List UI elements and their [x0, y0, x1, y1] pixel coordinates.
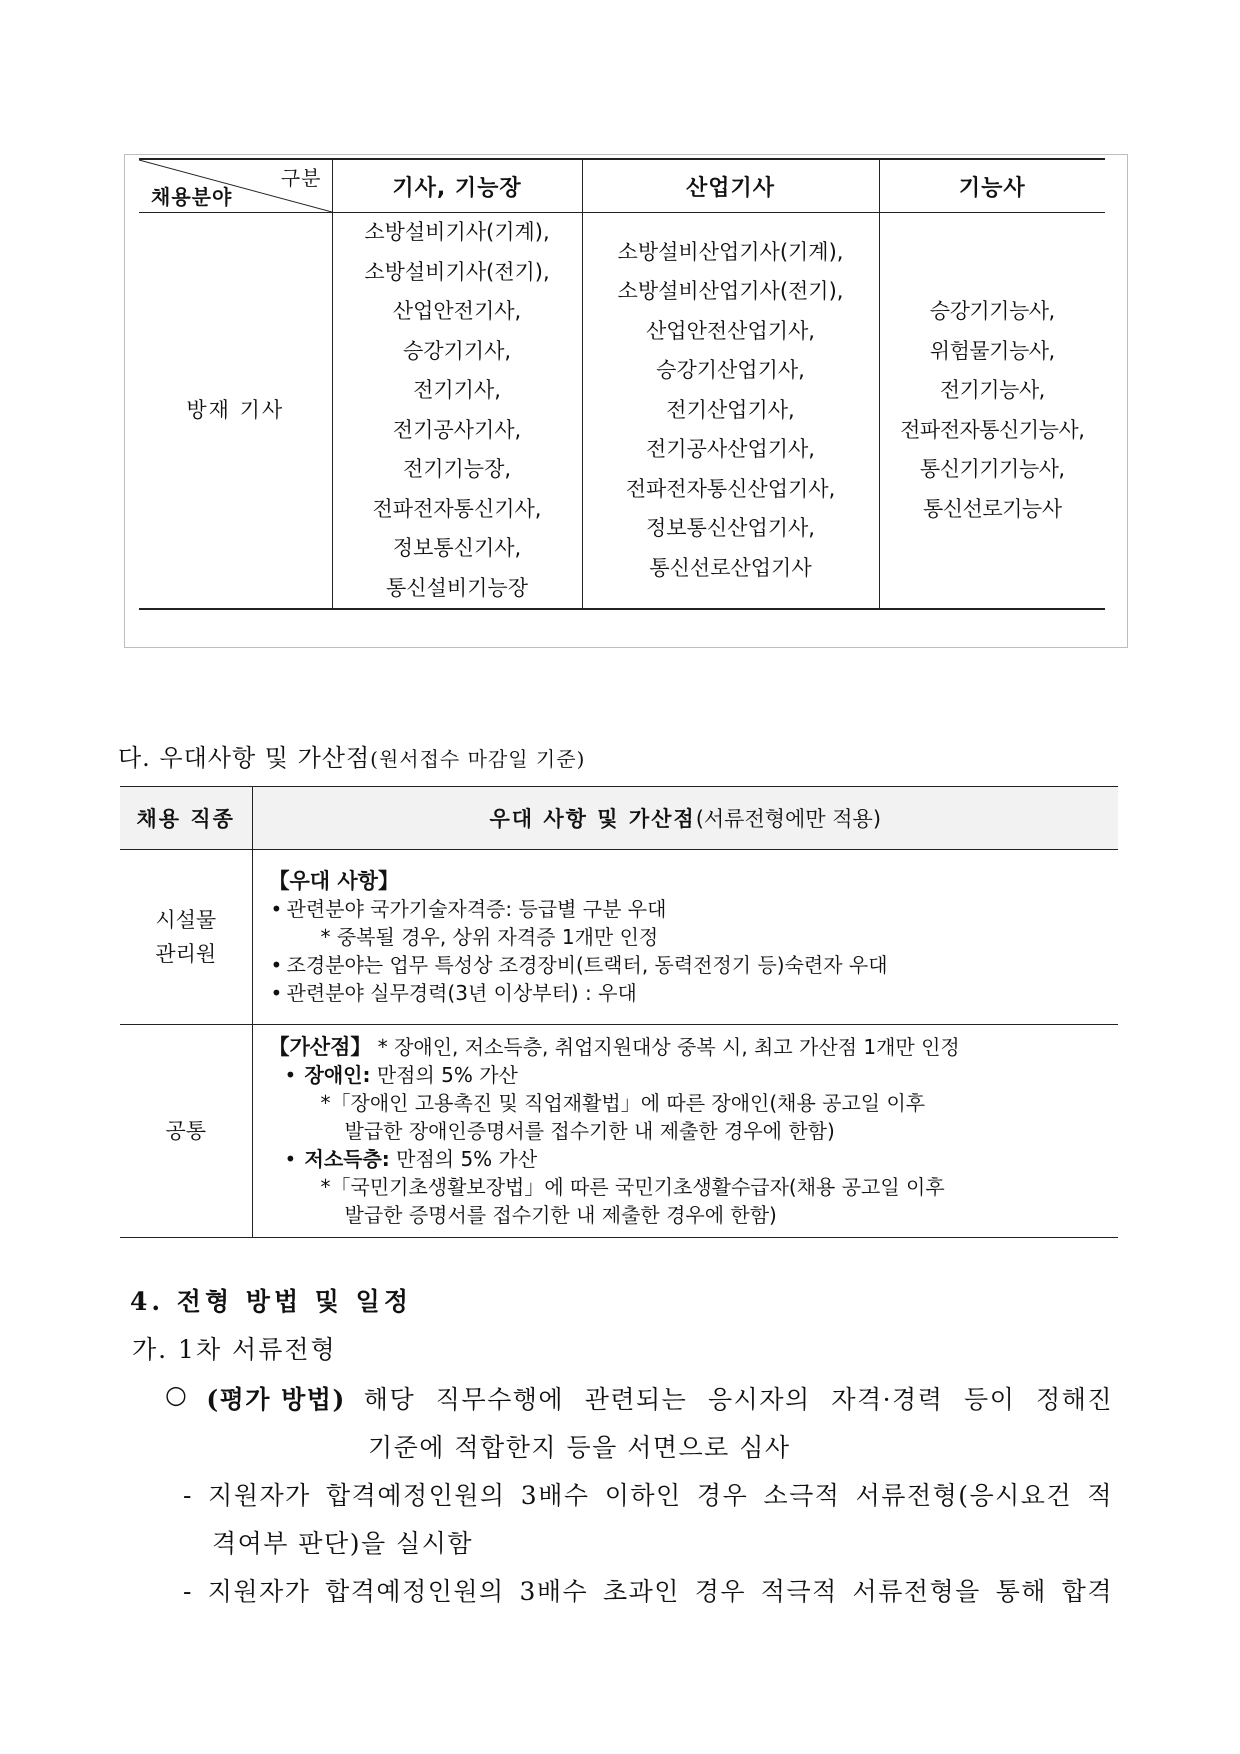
list-item: 전기공사기사, — [392, 417, 522, 442]
industrial-engineer-qualification-list — [582, 213, 879, 610]
row-label-common: 공통 — [120, 1025, 252, 1238]
header-preference-title: 우대 사항 및 가산점 — [489, 807, 696, 831]
header-craftsman: 기능사 — [879, 159, 1105, 213]
list-item: 승강기기능사, — [929, 299, 1055, 323]
list-item: 소방설비산업기사(기계), — [617, 239, 844, 264]
corner-header-cell — [139, 159, 332, 213]
list-item: 산업안전산업기사, — [646, 318, 815, 343]
bonus-heading-note: * 장애인, 저소득층, 취업지원대상 중복 시, 최고 가산점 1개만 인정 — [377, 1035, 960, 1059]
section-da-title — [118, 738, 585, 773]
paragraph-dash2-line1: - 지원자가 합격예정인원의 3배수 초과인 경우 적극적 서류전형을 통해 합격 — [183, 1577, 1113, 1606]
list-item: 소방설비산업기사(전기), — [617, 279, 844, 304]
section4-sub-ga: 가. 1차 서류전형 — [132, 1335, 337, 1364]
note: 발급한 증명서를 접수기한 내 제출한 경우에 한함) — [344, 1203, 777, 1227]
list-item: 전기공사산업기사, — [646, 437, 815, 462]
list-item: • 관련분야 국가기술자격증: 등급별 구분 우대 — [269, 895, 1119, 923]
list-item: 소방설비기사(전기), — [364, 259, 550, 284]
list-item: 승강기기사, — [402, 338, 512, 363]
engineer-qualification-list — [332, 213, 582, 610]
list-item: 전기기능장, — [402, 457, 512, 481]
eval-method-line2: 기준에 적합한지 등을 서면으로 심사 — [368, 1433, 791, 1462]
qualification-table — [139, 158, 1105, 610]
list-item: • 조경분야는 업무 특성상 조경장비(트랙터, 동력전정기 등)숙련자 우대 — [269, 951, 1119, 979]
list-item: 전파전자통신기사, — [372, 496, 542, 521]
label-line: 시설물 — [155, 908, 217, 932]
note: *「장애인 고용촉진 및 직업재활법」에 따른 장애인(채용 공고일 이후 — [320, 1091, 926, 1115]
note: * 중복될 경우, 상위 자격증 1개만 인정 — [320, 925, 659, 949]
header-job-type: 채용 직종 — [120, 787, 252, 850]
note: *「국민기초생활보장법」에 따른 국민기초생활수급자(채용 공고일 이후 — [320, 1175, 945, 1199]
label-line: 관리원 — [155, 942, 217, 966]
list-item: • 관련분야 실무경력(3년 이상부터) : 우대 — [269, 979, 1119, 1007]
section-da-note: (원서접수 마감일 기준) — [370, 747, 586, 771]
list-item: 승강기산업기사, — [656, 358, 805, 383]
paragraph-dash1-line1: - 지원자가 합격예정인원의 3배수 이하인 경우 소극적 서류전형(응시요건 적 — [183, 1481, 1113, 1510]
list-item: 전파전자통신산업기사, — [625, 476, 836, 501]
facility-manager-preferences — [252, 850, 1118, 1025]
item-text: 만점의 5% 가산 — [370, 1063, 518, 1087]
list-item: 통신기기기능사, — [919, 457, 1065, 481]
section4-heading: 4. 전형 방법 및 일정 — [130, 1287, 412, 1316]
item-text: 만점의 5% 가산 — [389, 1147, 538, 1171]
list-item: 통신설비기능장 — [385, 575, 528, 600]
list-item: 전기기사, — [413, 378, 501, 402]
item-label: 장애인: — [304, 1063, 371, 1087]
list-item — [269, 1145, 1119, 1173]
header-preference — [252, 787, 1118, 850]
list-item — [269, 1061, 1119, 1089]
eval-text: 해당 직무수행에 관련되는 응시자의 자격·경력 등이 정해진 — [363, 1385, 1113, 1414]
list-item: 위험물기능사, — [929, 338, 1055, 363]
corner-label-category: 구분 — [280, 166, 322, 190]
preference-table — [120, 786, 1118, 1238]
section-da-heading: 다. 우대사항 및 가산점 — [118, 744, 371, 772]
list-item: 정보통신산업기사, — [646, 516, 815, 541]
row-label-facility-manager — [120, 850, 252, 1025]
paragraph-dash1-line2: 격여부 판단)을 실시함 — [212, 1529, 473, 1558]
item-label: 저소득층: — [304, 1147, 390, 1171]
preference-heading: 【우대 사항】 — [268, 869, 399, 893]
corner-label-field: 채용분야 — [151, 185, 233, 209]
list-item: 전파전자통신기능사, — [900, 417, 1085, 442]
list-item: 전기기능사, — [939, 378, 1045, 402]
list-item: 정보통신기사, — [392, 536, 522, 560]
header-preference-note: (서류전형에만 적용) — [695, 807, 882, 831]
list-item: 통신선로기능사 — [922, 496, 1062, 521]
list-item: 소방설비기사(기계), — [364, 220, 550, 244]
header-engineer: 기사, 기능장 — [332, 159, 582, 213]
common-bonus-points — [252, 1025, 1118, 1238]
bonus-heading: 【가산점】 — [268, 1035, 372, 1059]
craftsman-qualification-list — [879, 213, 1105, 610]
list-item: 산업안전기사, — [392, 299, 522, 323]
list-item: 전기산업기사, — [666, 397, 795, 422]
eval-label: (평가 방법) — [206, 1385, 346, 1414]
row-label-disaster-engineer: 방재 기사 — [139, 213, 332, 610]
eval-method-line1 — [165, 1380, 1113, 1416]
circle-bullet: ○ — [165, 1380, 189, 1409]
header-industrial-engineer: 산업기사 — [582, 159, 879, 213]
note: 발급한 장애인증명서를 접수기한 내 제출한 경우에 한함) — [344, 1119, 835, 1143]
list-item: 통신선로산업기사 — [649, 555, 812, 580]
